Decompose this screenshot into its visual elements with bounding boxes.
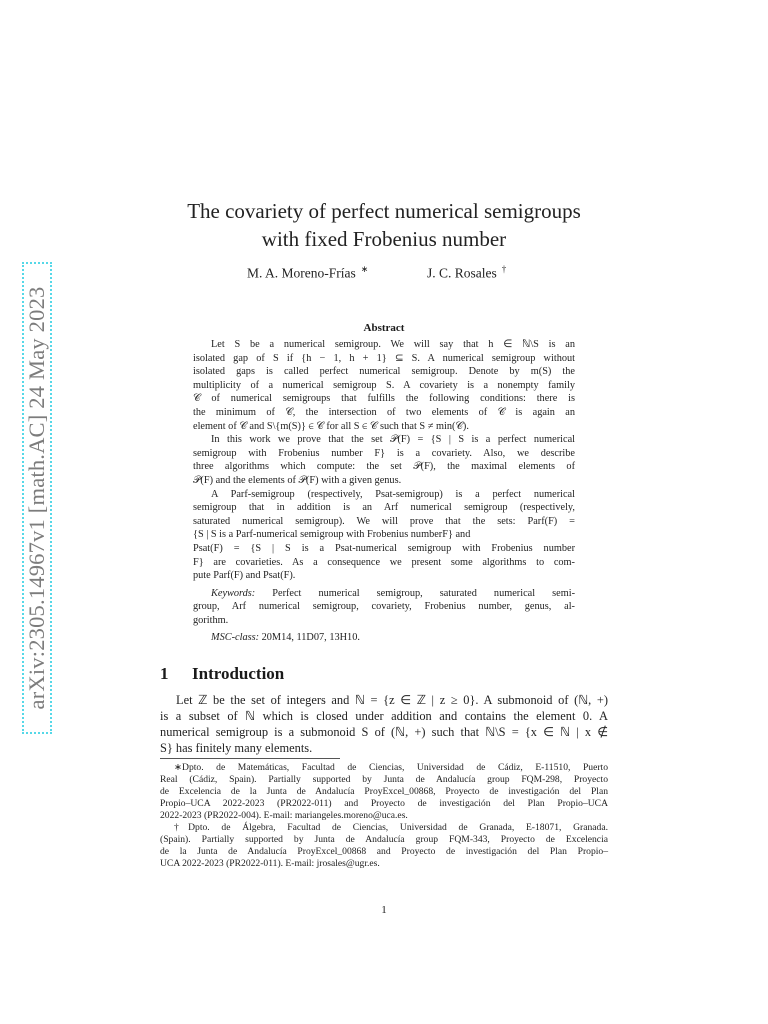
abstract-paragraph-3	[193, 488, 575, 583]
abstract-line: 𝒫(F) and the elements of 𝒫(F) with a given genus.	[193, 474, 402, 486]
keywords	[193, 587, 575, 628]
keywords-label: Keywords:	[211, 587, 256, 599]
abstract-line: Psat(F) = {S | S is a Psat-numerical semigroup with Frobenius number	[193, 542, 575, 554]
author-1-mark: ∗	[360, 264, 369, 274]
abstract-line: A Parf-semigroup (respectively, Psat-semigroup) is a perfect numerical	[211, 488, 575, 500]
abstract-heading: Abstract	[363, 322, 405, 334]
section-number: 1	[160, 664, 169, 683]
intro-line: S} has finitely many elements.	[160, 741, 313, 755]
footnote-line: ∗Dpto. de Matemáticas, Facultad de Ciencias, Universidad de Cádiz, E-11510, Puerto	[174, 762, 608, 773]
abstract-line: semigroup that in addition is an Arf numerical semigroup (respectively,	[193, 502, 575, 514]
abstract-line: multiplicity of a numerical semigroup S. A covariety is a nonempty family	[193, 379, 575, 391]
abstract-line: semigroup with Frobenius number F} is a covariety. Also, we describe	[193, 447, 575, 459]
intro-line	[160, 692, 608, 708]
abstract-line: element of 𝒞 and S\{m(S)} ∈ 𝒞 for all S ∈ 𝒞 such that S ≠ min(𝒞).	[193, 420, 469, 432]
intro-paragraph	[160, 692, 608, 756]
footnote-line: UCA 2022-2023 (PR2022-011). E-mail: jrosales@ugr.es.	[160, 858, 380, 869]
keywords-line	[193, 587, 575, 601]
abstract-line: Let S be a numerical semigroup. We will say that h ∈ ℕ\S is an	[211, 339, 575, 350]
author-2-name: J. C. Rosales	[427, 265, 497, 281]
abstract-line: In this work we prove that the set 𝒫(F) = {S | S is a perfect numerical	[211, 434, 575, 446]
msc-class	[193, 631, 575, 645]
author-2-mark: †	[501, 264, 507, 274]
footnote-line: †Dpto. de Álgebra, Facultad de Ciencias, Universidad de Granada, E-18071, Granada.	[174, 822, 608, 833]
title-line-1: The covariety of perfect numerical semigroups	[187, 199, 581, 223]
paper-title	[0, 197, 768, 253]
intro-line-text: Let ℤ be the set of integers and ℕ = {z ∈ ℤ | z ≥ 0}. A submonoid of (ℕ, +)	[176, 693, 608, 707]
abstract-line: the minimum of 𝒞, the intersection of two elements of 𝒞 is again an	[193, 406, 575, 418]
arxiv-identifier: arXiv:2305.14967v1 [math.AC] 24 May 2023	[24, 286, 49, 710]
footnote-line: 2022-2023 (PR2022-004). E-mail: mariangeles.moreno@uca.es.	[160, 810, 408, 821]
abstract-body	[193, 338, 575, 645]
author-1	[247, 264, 368, 282]
abstract-line: isolated gap of S if {h − 1, h + 1} ⊆ S. A numerical semigroup without	[193, 352, 575, 364]
footnote-rule	[160, 758, 340, 759]
abstract-line: pute Parf(F) and Psat(F).	[193, 570, 296, 582]
intro-line: numerical semigroup is a submonoid S of (ℕ, +) such that ℕ\S = {x ∈ ℕ | x ∉	[160, 725, 608, 739]
footnote-2	[160, 822, 608, 870]
abstract-paragraph-2	[193, 433, 575, 487]
author-1-name: M. A. Moreno-Frías	[247, 265, 356, 281]
footnote-1	[160, 762, 608, 822]
abstract-line: saturated numerical semigroup). We will prove that the sets: Parf(F) =	[193, 515, 575, 527]
author-2	[427, 264, 506, 282]
abstract-line: 𝒞 of numerical semigroups that fulfills the following conditions: there is	[193, 393, 575, 405]
section-title: Introduction	[192, 664, 285, 683]
footnote-line: Propio–UCA 2022-2023 (PR2022-011) and Proyecto de investigación del Plan Propio–UCA	[160, 798, 608, 809]
footnotes	[160, 762, 608, 870]
msc-codes: 20M14, 11D07, 13H10.	[261, 632, 360, 644]
intro-line: is a subset of ℕ which is closed under addition and contains the element 0. A	[160, 709, 608, 723]
abstract-line: three algorithms which compute: the set 𝒫(F), the maximal elements of	[193, 461, 575, 473]
footnote-line: Real (Cádiz, Spain). Partially supported by Junta de Andalucía group FQM-298, Proyecto	[160, 774, 608, 785]
title-line-2: with fixed Frobenius number	[261, 227, 507, 251]
keywords-text: Perfect numerical semigroup, saturated numerical semi-	[272, 587, 575, 599]
footnote-line: de la Junta de Andalucía ProyExcel_00868 and Proyecto de investigación del Plan Propio–	[160, 846, 608, 857]
abstract-line: {S | S is a Parf-numerical semigroup with Frobenius numberF} and	[193, 529, 471, 541]
page-number: 1	[381, 904, 387, 916]
msc-label: MSC-class:	[211, 632, 260, 644]
abstract-line: F} are covarieties. As a consequence we present some algorithms to com-	[193, 556, 575, 568]
footnote-line: (Spain). Partially supported by Junta de Andalucía group FQM-343, Proyecto de Excelencia	[160, 834, 608, 845]
keywords-line: gorithm.	[193, 614, 229, 626]
abstract-paragraph-1	[193, 338, 575, 433]
abstract-line: isolated gaps is called perfect numerical semigroup. Denote by m(S) the	[193, 366, 575, 378]
footnote-line: de Excelencia de la Junta de Andalucía ProyExcel_00868, Proyecto de investigación del Plan	[160, 786, 608, 797]
section-heading	[160, 664, 284, 684]
keywords-line: group, Arf numerical semigroup, covariety, Frobenius number, genus, al-	[193, 601, 575, 613]
